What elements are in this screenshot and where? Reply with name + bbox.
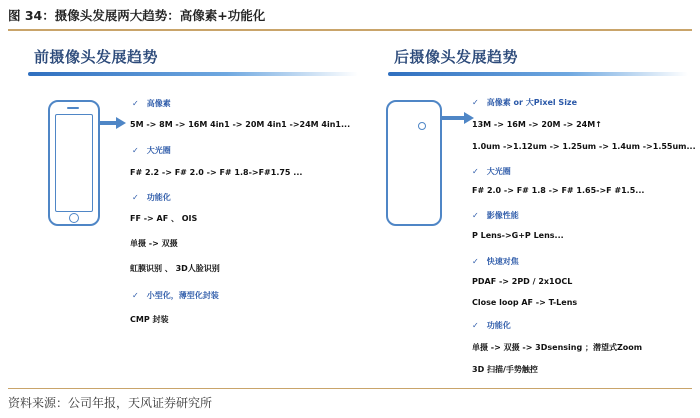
rear-heading-underline (388, 72, 688, 76)
trend-category-label: 大光圈 (146, 146, 171, 155)
trend-detail: CMP 封装 (130, 315, 169, 324)
trend-detail: F# 2.0 -> F# 1.8 -> F# 1.65->F #1.5... (472, 186, 645, 195)
trend-detail: PDAF -> 2PD / 2x1OCL (472, 277, 573, 286)
trend-category (132, 192, 171, 203)
trend-detail: 13M -> 16M -> 20M -> 24M↑ (472, 120, 602, 129)
trend-category-label: 高像素 (146, 99, 171, 108)
check-icon: ✓ (472, 98, 479, 107)
front-arrow-icon (98, 117, 126, 129)
phone-home-button (69, 213, 79, 223)
check-icon: ✓ (132, 193, 139, 202)
trend-detail: 虹膜识别 、 3D人脸识别 (130, 264, 220, 273)
front-heading-underline (28, 72, 358, 76)
trend-category (472, 97, 577, 108)
phone-screen (55, 114, 93, 212)
trend-category-label: 功能化 (486, 321, 511, 330)
check-icon: ✓ (472, 257, 479, 266)
trend-category (472, 256, 519, 267)
trend-detail: Close loop AF -> T-Lens (472, 298, 578, 307)
trend-detail: FF -> AF 、 OIS (130, 214, 198, 223)
front-panel-heading: 前摄像头发展趋势 (34, 48, 159, 66)
trend-detail: 3D 扫描/手势触控 (472, 365, 538, 374)
check-icon: ✓ (472, 211, 479, 220)
trend-detail: F# 2.2 -> F# 2.0 -> F# 1.8->F#1.75 ... (130, 168, 303, 177)
bottom-divider (8, 388, 692, 389)
trend-category (472, 166, 511, 177)
trend-category-label: 功能化 (146, 193, 171, 202)
trend-detail: 单摄 -> 双摄 -> 3Dsensing ；潜望式Zoom (472, 343, 643, 352)
trend-category-label: 高像素 or 大Pixel Size (486, 98, 578, 107)
front-phone-illustration (48, 100, 100, 226)
trend-category-label: 影像性能 (486, 211, 519, 220)
trend-category (132, 98, 171, 109)
front-camera-panel (14, 38, 364, 378)
rear-phone-illustration (386, 100, 442, 226)
check-icon: ✓ (472, 167, 479, 176)
rear-panel-heading: 后摄像头发展趋势 (394, 48, 519, 66)
phone-speaker (67, 107, 79, 109)
trend-detail: 单摄 -> 双摄 (130, 239, 178, 248)
rear-camera-panel (372, 38, 696, 378)
check-icon: ✓ (132, 146, 139, 155)
camera-lens-icon (418, 122, 426, 130)
trend-category (132, 145, 171, 156)
trend-category (132, 290, 219, 301)
trend-detail: 5M -> 8M -> 16M 4in1 -> 20M 4in1 ->24M 4in1... (130, 120, 351, 129)
check-icon: ✓ (132, 291, 139, 300)
source-note: 资料来源：公司年报，天风证券研究所 (8, 396, 213, 410)
rear-arrow-icon (440, 112, 474, 124)
trend-category (472, 210, 519, 221)
trend-category-label: 大光圈 (486, 167, 511, 176)
trend-category-label: 快速对焦 (486, 257, 519, 266)
figure-title: 图 34：摄像头发展两大趋势：高像素+功能化 (8, 8, 266, 23)
check-icon: ✓ (132, 99, 139, 108)
check-icon: ✓ (472, 321, 479, 330)
trend-category-label: 小型化，薄型化封装 (146, 291, 219, 300)
trend-detail: P Lens->G+P Lens... (472, 231, 564, 240)
trend-detail: 1.0um ->1.12um -> 1.25um -> 1.4um ->1.55um... (472, 142, 696, 151)
trend-category (472, 320, 511, 331)
top-divider (8, 29, 692, 31)
